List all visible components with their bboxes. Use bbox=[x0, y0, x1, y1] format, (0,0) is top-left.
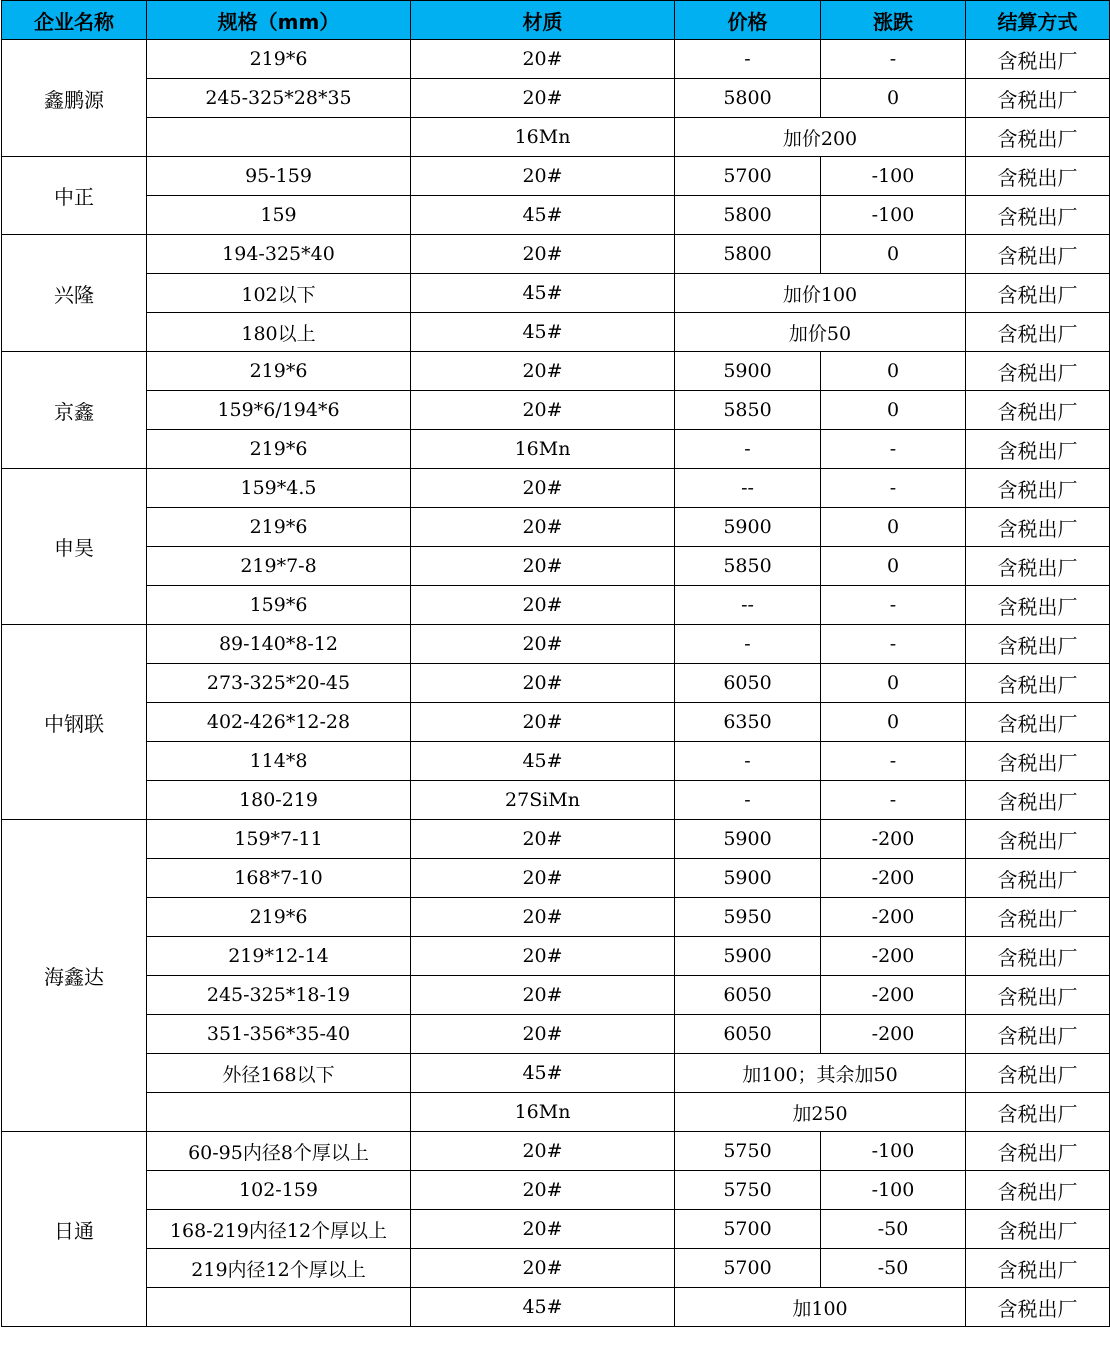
spec-cell: 219*12-14 bbox=[147, 937, 411, 976]
material-cell: 20# bbox=[411, 1015, 675, 1054]
price-cell: - bbox=[675, 742, 821, 781]
price-cell: - bbox=[675, 430, 821, 469]
material-cell: 16Mn bbox=[411, 430, 675, 469]
price-cell: 5900 bbox=[675, 937, 821, 976]
spec-cell: 273-325*20-45 bbox=[147, 664, 411, 703]
settlement-cell: 含税出厂 bbox=[966, 430, 1110, 469]
company-name-cell: 海鑫达 bbox=[2, 820, 147, 1132]
settlement-cell: 含税出厂 bbox=[966, 313, 1110, 352]
material-cell: 20# bbox=[411, 898, 675, 937]
price-cell: 5800 bbox=[675, 235, 821, 274]
change-cell: -100 bbox=[821, 1171, 966, 1210]
table-row bbox=[2, 937, 1110, 976]
material-cell: 20# bbox=[411, 40, 675, 79]
spec-cell bbox=[147, 1288, 411, 1327]
table-row bbox=[2, 40, 1110, 79]
spec-cell: 89-140*8-12 bbox=[147, 625, 411, 664]
price-cell: 5900 bbox=[675, 508, 821, 547]
header-spec: 规格（mm） bbox=[147, 1, 411, 40]
table-row bbox=[2, 313, 1110, 352]
price-cell: - bbox=[675, 40, 821, 79]
table-row bbox=[2, 430, 1110, 469]
material-cell: 20# bbox=[411, 508, 675, 547]
change-cell: 0 bbox=[821, 664, 966, 703]
material-cell: 45# bbox=[411, 742, 675, 781]
change-cell: 0 bbox=[821, 352, 966, 391]
spec-cell: 168*7-10 bbox=[147, 859, 411, 898]
material-cell: 45# bbox=[411, 274, 675, 313]
table-row bbox=[2, 235, 1110, 274]
table-row bbox=[2, 664, 1110, 703]
spec-cell: 180以上 bbox=[147, 313, 411, 352]
settlement-cell: 含税出厂 bbox=[966, 235, 1110, 274]
change-cell: -100 bbox=[821, 196, 966, 235]
spec-cell: 245-325*28*35 bbox=[147, 79, 411, 118]
change-cell: 0 bbox=[821, 391, 966, 430]
settlement-cell: 含税出厂 bbox=[966, 1249, 1110, 1288]
table-row bbox=[2, 118, 1110, 157]
spec-cell bbox=[147, 118, 411, 157]
material-cell: 20# bbox=[411, 1171, 675, 1210]
table-row bbox=[2, 1093, 1110, 1132]
settlement-cell: 含税出厂 bbox=[966, 1288, 1110, 1327]
price-note-cell: 加价50 bbox=[675, 313, 966, 352]
company-name-cell: 兴隆 bbox=[2, 235, 147, 352]
material-cell: 20# bbox=[411, 235, 675, 274]
price-note-cell: 加250 bbox=[675, 1093, 966, 1132]
table-row bbox=[2, 1015, 1110, 1054]
change-cell: 0 bbox=[821, 703, 966, 742]
material-cell: 20# bbox=[411, 937, 675, 976]
table-row bbox=[2, 391, 1110, 430]
material-cell: 20# bbox=[411, 469, 675, 508]
spec-cell: 159*6/194*6 bbox=[147, 391, 411, 430]
settlement-cell: 含税出厂 bbox=[966, 118, 1110, 157]
settlement-cell: 含税出厂 bbox=[966, 898, 1110, 937]
material-cell: 45# bbox=[411, 1288, 675, 1327]
price-cell: 5800 bbox=[675, 196, 821, 235]
settlement-cell: 含税出厂 bbox=[966, 1093, 1110, 1132]
change-cell: 0 bbox=[821, 508, 966, 547]
settlement-cell: 含税出厂 bbox=[966, 664, 1110, 703]
price-cell: 5900 bbox=[675, 859, 821, 898]
spec-cell: 159*7-11 bbox=[147, 820, 411, 859]
change-cell: - bbox=[821, 781, 966, 820]
spec-cell: 180-219 bbox=[147, 781, 411, 820]
price-cell: 5750 bbox=[675, 1132, 821, 1171]
settlement-cell: 含税出厂 bbox=[966, 40, 1110, 79]
table-row bbox=[2, 157, 1110, 196]
settlement-cell: 含税出厂 bbox=[966, 859, 1110, 898]
settlement-cell: 含税出厂 bbox=[966, 781, 1110, 820]
material-cell: 16Mn bbox=[411, 1093, 675, 1132]
change-cell: 0 bbox=[821, 79, 966, 118]
company-name-cell: 中正 bbox=[2, 157, 147, 235]
material-cell: 45# bbox=[411, 1054, 675, 1093]
spec-cell: 159 bbox=[147, 196, 411, 235]
price-note-cell: 加价200 bbox=[675, 118, 966, 157]
spec-cell: 219*6 bbox=[147, 508, 411, 547]
table-row bbox=[2, 1210, 1110, 1249]
material-cell: 20# bbox=[411, 391, 675, 430]
settlement-cell: 含税出厂 bbox=[966, 391, 1110, 430]
table-row bbox=[2, 820, 1110, 859]
settlement-cell: 含税出厂 bbox=[966, 274, 1110, 313]
spec-cell: 194-325*40 bbox=[147, 235, 411, 274]
material-cell: 20# bbox=[411, 352, 675, 391]
price-cell: 6050 bbox=[675, 976, 821, 1015]
change-cell: - bbox=[821, 469, 966, 508]
material-cell: 45# bbox=[411, 196, 675, 235]
price-cell: 5700 bbox=[675, 1249, 821, 1288]
table-row bbox=[2, 586, 1110, 625]
table-row bbox=[2, 547, 1110, 586]
change-cell: -200 bbox=[821, 898, 966, 937]
spec-cell: 159*4.5 bbox=[147, 469, 411, 508]
price-cell: -- bbox=[675, 586, 821, 625]
settlement-cell: 含税出厂 bbox=[966, 586, 1110, 625]
spec-cell: 402-426*12-28 bbox=[147, 703, 411, 742]
price-cell: 5850 bbox=[675, 547, 821, 586]
table-row bbox=[2, 79, 1110, 118]
header-material: 材质 bbox=[411, 1, 675, 40]
material-cell: 20# bbox=[411, 820, 675, 859]
company-name-cell: 申昊 bbox=[2, 469, 147, 625]
table-row bbox=[2, 859, 1110, 898]
company-name-cell: 中钢联 bbox=[2, 625, 147, 820]
material-cell: 20# bbox=[411, 664, 675, 703]
material-cell: 20# bbox=[411, 976, 675, 1015]
change-cell: -50 bbox=[821, 1210, 966, 1249]
settlement-cell: 含税出厂 bbox=[966, 1171, 1110, 1210]
spec-cell: 102-159 bbox=[147, 1171, 411, 1210]
company-name-cell: 鑫鹏源 bbox=[2, 40, 147, 157]
change-cell: - bbox=[821, 625, 966, 664]
material-cell: 20# bbox=[411, 586, 675, 625]
spec-cell: 219内径12个厚以上 bbox=[147, 1249, 411, 1288]
settlement-cell: 含税出厂 bbox=[966, 1054, 1110, 1093]
change-cell: -50 bbox=[821, 1249, 966, 1288]
spec-cell: 219*6 bbox=[147, 40, 411, 79]
spec-cell: 外径168以下 bbox=[147, 1054, 411, 1093]
settlement-cell: 含税出厂 bbox=[966, 742, 1110, 781]
price-cell: 6050 bbox=[675, 1015, 821, 1054]
spec-cell: 245-325*18-19 bbox=[147, 976, 411, 1015]
company-name-cell: 京鑫 bbox=[2, 352, 147, 469]
material-cell: 20# bbox=[411, 625, 675, 664]
table-row bbox=[2, 508, 1110, 547]
header-settlement: 结算方式 bbox=[966, 1, 1110, 40]
settlement-cell: 含税出厂 bbox=[966, 508, 1110, 547]
price-cell: - bbox=[675, 625, 821, 664]
price-cell: 5900 bbox=[675, 352, 821, 391]
table-row bbox=[2, 274, 1110, 313]
spec-cell: 102以下 bbox=[147, 274, 411, 313]
table-row bbox=[2, 625, 1110, 664]
spec-cell: 219*7-8 bbox=[147, 547, 411, 586]
settlement-cell: 含税出厂 bbox=[966, 547, 1110, 586]
settlement-cell: 含税出厂 bbox=[966, 820, 1110, 859]
spec-cell: 168-219内径12个厚以上 bbox=[147, 1210, 411, 1249]
price-cell: 6050 bbox=[675, 664, 821, 703]
price-cell: 6350 bbox=[675, 703, 821, 742]
material-cell: 16Mn bbox=[411, 118, 675, 157]
material-cell: 20# bbox=[411, 1210, 675, 1249]
settlement-cell: 含税出厂 bbox=[966, 976, 1110, 1015]
header-row bbox=[2, 1, 1110, 40]
spec-cell: 95-159 bbox=[147, 157, 411, 196]
price-cell: - bbox=[675, 781, 821, 820]
spec-cell bbox=[147, 1093, 411, 1132]
table-row bbox=[2, 1054, 1110, 1093]
table-row bbox=[2, 469, 1110, 508]
spec-cell: 219*6 bbox=[147, 430, 411, 469]
settlement-cell: 含税出厂 bbox=[966, 157, 1110, 196]
table-body bbox=[2, 40, 1110, 1327]
price-note-cell: 加价100 bbox=[675, 274, 966, 313]
price-cell: 5900 bbox=[675, 820, 821, 859]
settlement-cell: 含税出厂 bbox=[966, 1210, 1110, 1249]
change-cell: -100 bbox=[821, 157, 966, 196]
material-cell: 20# bbox=[411, 1132, 675, 1171]
table-row bbox=[2, 703, 1110, 742]
price-cell: 5700 bbox=[675, 157, 821, 196]
table-row bbox=[2, 742, 1110, 781]
change-cell: -200 bbox=[821, 937, 966, 976]
settlement-cell: 含税出厂 bbox=[966, 1015, 1110, 1054]
settlement-cell: 含税出厂 bbox=[966, 196, 1110, 235]
header-change: 涨跌 bbox=[821, 1, 966, 40]
material-cell: 20# bbox=[411, 703, 675, 742]
header-company: 企业名称 bbox=[2, 1, 147, 40]
material-cell: 20# bbox=[411, 547, 675, 586]
table-row bbox=[2, 1171, 1110, 1210]
spec-cell: 159*6 bbox=[147, 586, 411, 625]
settlement-cell: 含税出厂 bbox=[966, 625, 1110, 664]
change-cell: 0 bbox=[821, 547, 966, 586]
spec-cell: 351-356*35-40 bbox=[147, 1015, 411, 1054]
price-table bbox=[1, 0, 1110, 1327]
table-row bbox=[2, 196, 1110, 235]
price-cell: -- bbox=[675, 469, 821, 508]
price-cell: 5700 bbox=[675, 1210, 821, 1249]
price-note-cell: 加100 bbox=[675, 1288, 966, 1327]
settlement-cell: 含税出厂 bbox=[966, 703, 1110, 742]
table-row bbox=[2, 976, 1110, 1015]
change-cell: -200 bbox=[821, 859, 966, 898]
table-row bbox=[2, 898, 1110, 937]
table-row bbox=[2, 352, 1110, 391]
spec-cell: 219*6 bbox=[147, 352, 411, 391]
table-row bbox=[2, 1288, 1110, 1327]
change-cell: -200 bbox=[821, 820, 966, 859]
change-cell: 0 bbox=[821, 235, 966, 274]
material-cell: 45# bbox=[411, 313, 675, 352]
price-cell: 5800 bbox=[675, 79, 821, 118]
spec-cell: 60-95内径8个厚以上 bbox=[147, 1132, 411, 1171]
price-note-cell: 加100；其余加50 bbox=[675, 1054, 966, 1093]
material-cell: 20# bbox=[411, 157, 675, 196]
material-cell: 20# bbox=[411, 859, 675, 898]
settlement-cell: 含税出厂 bbox=[966, 469, 1110, 508]
table-row bbox=[2, 1249, 1110, 1288]
settlement-cell: 含税出厂 bbox=[966, 352, 1110, 391]
company-name-cell: 日通 bbox=[2, 1132, 147, 1327]
settlement-cell: 含税出厂 bbox=[966, 937, 1110, 976]
change-cell: - bbox=[821, 40, 966, 79]
material-cell: 20# bbox=[411, 79, 675, 118]
change-cell: - bbox=[821, 430, 966, 469]
change-cell: -200 bbox=[821, 1015, 966, 1054]
change-cell: -200 bbox=[821, 976, 966, 1015]
spec-cell: 219*6 bbox=[147, 898, 411, 937]
header-price: 价格 bbox=[675, 1, 821, 40]
change-cell: - bbox=[821, 742, 966, 781]
change-cell: - bbox=[821, 586, 966, 625]
spec-cell: 114*8 bbox=[147, 742, 411, 781]
price-cell: 5850 bbox=[675, 391, 821, 430]
table-row bbox=[2, 781, 1110, 820]
change-cell: -100 bbox=[821, 1132, 966, 1171]
price-cell: 5950 bbox=[675, 898, 821, 937]
settlement-cell: 含税出厂 bbox=[966, 1132, 1110, 1171]
material-cell: 20# bbox=[411, 1249, 675, 1288]
material-cell: 27SiMn bbox=[411, 781, 675, 820]
table-row bbox=[2, 1132, 1110, 1171]
settlement-cell: 含税出厂 bbox=[966, 79, 1110, 118]
price-cell: 5750 bbox=[675, 1171, 821, 1210]
